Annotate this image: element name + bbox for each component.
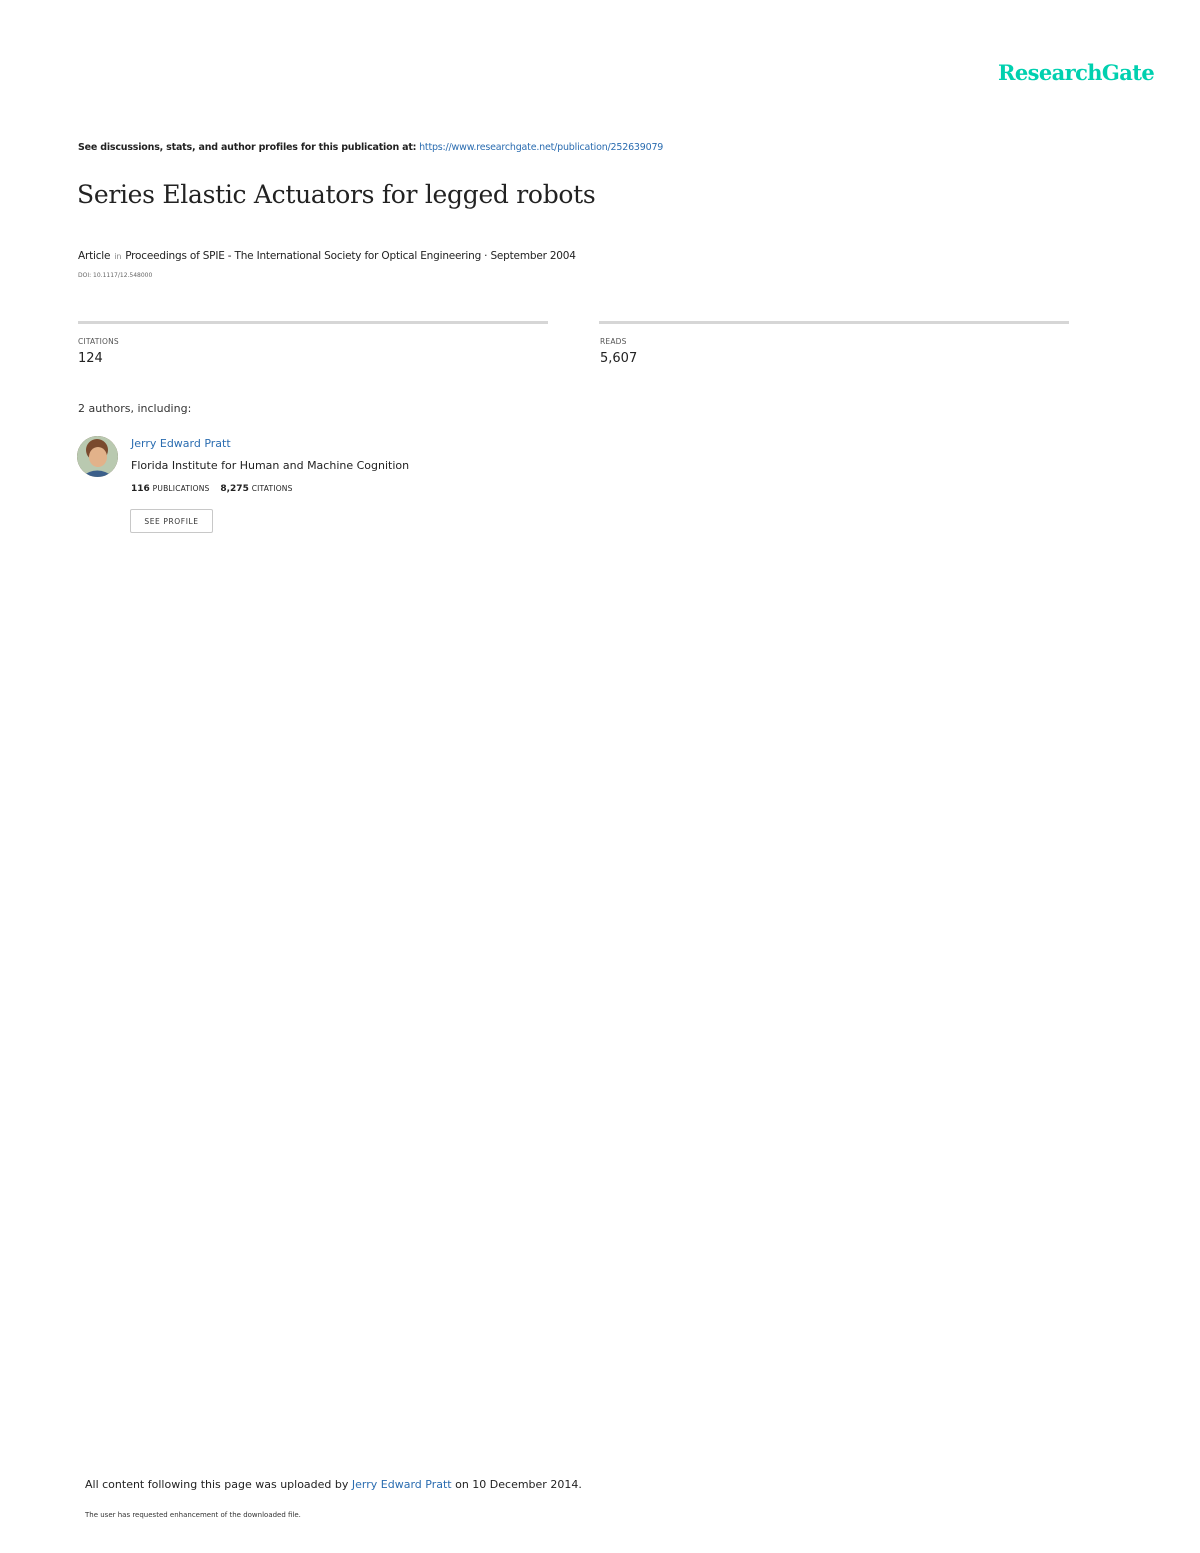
author-name-link[interactable]: Jerry Edward Pratt — [131, 437, 231, 450]
publication-title: Series Elastic Actuators for legged robots — [77, 180, 596, 209]
citations-value: 124 — [78, 351, 103, 366]
author-publications-count: 116 — [131, 484, 150, 494]
reads-value: 5,607 — [600, 351, 638, 366]
upload-notice — [85, 1478, 582, 1491]
article-type: Article — [78, 250, 111, 262]
author-institution: Florida Institute for Human and Machine Cognition — [131, 459, 410, 472]
venue-date: Proceedings of SPIE - The International Society for Optical Engineering · September 2004 — [125, 250, 576, 262]
see-profile-button[interactable]: SEE PROFILE — [130, 509, 213, 533]
download-footnote: The user has requested enhancement of the downloaded file. — [85, 1511, 301, 1519]
reads-divider — [599, 321, 1069, 324]
reads-label: READS — [600, 337, 627, 346]
author-citations-label: CITATIONS — [251, 484, 293, 493]
author-publications-label: PUBLICATIONS — [152, 484, 210, 493]
upload-suffix: on 10 December 2014. — [455, 1478, 582, 1491]
author-avatar[interactable] — [77, 436, 118, 477]
publication-source-line — [78, 142, 663, 153]
authors-heading: 2 authors, including: — [78, 402, 192, 415]
upload-prefix: All content following this page was uploaded by — [85, 1478, 349, 1491]
author-citations-count: 8,275 — [220, 484, 249, 494]
doi: DOI: 10.1117/12.548000 — [78, 272, 153, 279]
author-stats — [131, 484, 301, 494]
publication-meta — [78, 250, 576, 262]
discussions-prefix: See discussions, stats, and author profiles for this publication at: — [78, 142, 417, 153]
researchgate-logo: ResearchGate — [998, 60, 1155, 85]
publication-url-link[interactable]: https://www.researchgate.net/publication/252639079 — [419, 142, 664, 153]
citations-divider — [78, 321, 548, 324]
citations-label: CITATIONS — [78, 337, 119, 346]
in-label: in — [114, 252, 122, 261]
uploader-link[interactable]: Jerry Edward Pratt — [351, 1478, 452, 1491]
